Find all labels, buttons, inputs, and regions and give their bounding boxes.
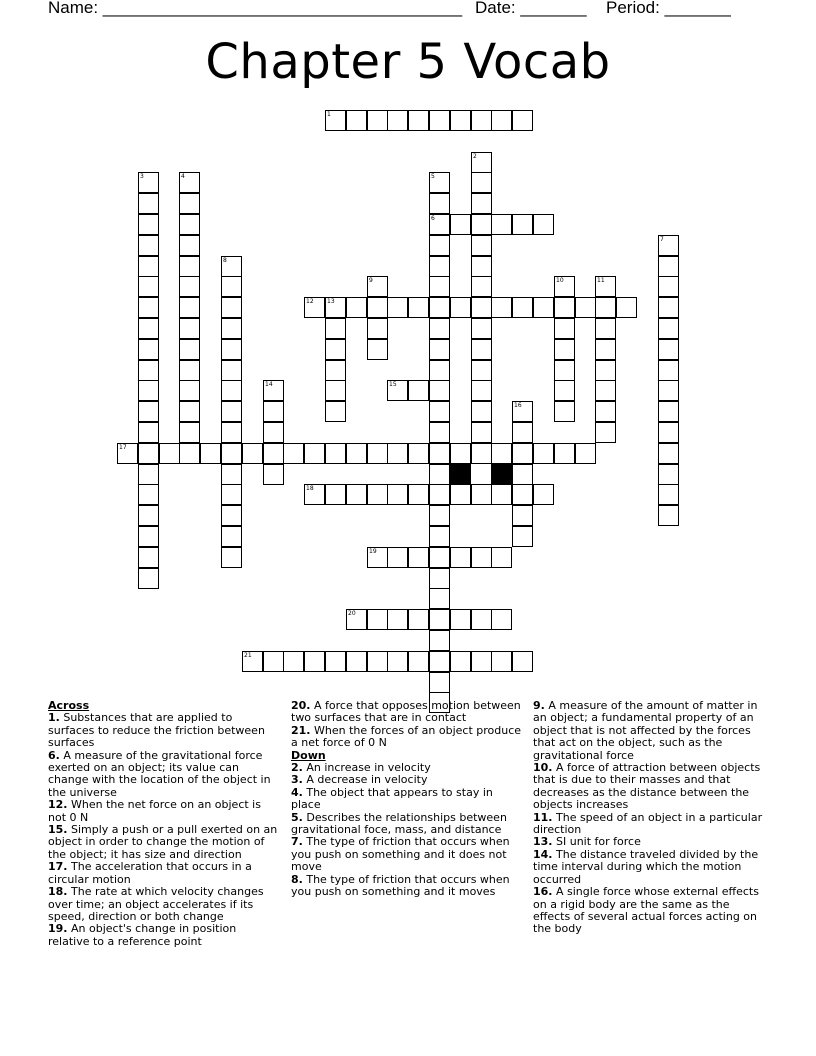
grid-cell[interactable] (221, 276, 242, 297)
grid-cell[interactable] (429, 526, 450, 547)
grid-cell[interactable] (471, 276, 492, 297)
grid-cell[interactable] (512, 651, 533, 672)
grid-cell[interactable] (367, 318, 388, 339)
grid-cell[interactable] (429, 297, 450, 318)
grid-cell[interactable] (491, 297, 512, 318)
grid-cell[interactable] (408, 484, 429, 505)
grid-cell[interactable] (304, 651, 325, 672)
grid-cell[interactable] (387, 297, 408, 318)
grid-cell[interactable] (429, 380, 450, 401)
clue-across-6: 6. A measure of the gravitational force exerted on an object; its value can change with the location of the object in the universe (48, 748, 271, 799)
grid-cell[interactable] (595, 380, 616, 401)
grid-cell[interactable] (471, 380, 492, 401)
grid-number-label: 10 (556, 277, 564, 284)
grid-cell[interactable] (512, 484, 533, 505)
grid-number-label: 3 (140, 173, 144, 180)
grid-cell[interactable] (179, 235, 200, 256)
clue-down-10: 10. A force of attraction between objects that is due to their masses and that decreases as the distance between the objects increases (533, 761, 761, 812)
grid-cell[interactable] (408, 380, 429, 401)
grid-cell[interactable] (512, 297, 533, 318)
grid-cell[interactable] (283, 651, 304, 672)
grid-cell[interactable] (658, 380, 679, 401)
grid-cell[interactable] (450, 214, 471, 235)
grid-cell[interactable] (263, 443, 284, 464)
grid-cell[interactable] (179, 380, 200, 401)
grid-cell[interactable] (138, 360, 159, 381)
grid-cell[interactable] (221, 505, 242, 526)
grid-cell[interactable] (533, 297, 554, 318)
grid-number-label: 1 (327, 111, 331, 118)
grid-cell[interactable] (471, 360, 492, 381)
grid-cell[interactable] (138, 526, 159, 547)
grid-cell[interactable] (429, 630, 450, 651)
grid-cell[interactable] (346, 651, 367, 672)
grid-cell[interactable] (367, 484, 388, 505)
grid-cell[interactable] (221, 422, 242, 443)
grid-cell[interactable] (408, 443, 429, 464)
grid-number-label: 17 (119, 444, 127, 451)
grid-number-label: 14 (265, 381, 273, 388)
clue-across-18: 18. The rate at which velocity changes over time; an object accelerates if its speed, direction or both change (48, 885, 264, 923)
grid-cell[interactable] (221, 360, 242, 381)
grid-cell[interactable] (429, 588, 450, 609)
grid-cell[interactable] (429, 193, 450, 214)
grid-cell[interactable] (367, 443, 388, 464)
grid-cell[interactable] (325, 443, 346, 464)
grid-number-label: 2 (473, 153, 477, 160)
clue-down-4: 4. The object that appears to stay in place (291, 785, 493, 812)
grid-cell[interactable] (450, 297, 471, 318)
grid-cell[interactable] (491, 443, 512, 464)
grid-cell[interactable] (429, 547, 450, 568)
grid-cell[interactable] (512, 505, 533, 526)
grid-cell[interactable] (429, 484, 450, 505)
grid-number-label: 18 (306, 485, 314, 492)
grid-cell[interactable] (533, 484, 554, 505)
grid-cell[interactable] (408, 297, 429, 318)
clue-down-7: 7. The type of friction that occurs when you push on something and it does not move (291, 835, 510, 874)
grid-cell[interactable] (658, 401, 679, 422)
grid-cell[interactable] (512, 443, 533, 464)
grid-cell[interactable] (138, 318, 159, 339)
clues-column-1 (48, 700, 280, 948)
grid-cell[interactable] (512, 526, 533, 547)
grid-cell[interactable] (325, 651, 346, 672)
grid-cell[interactable] (138, 235, 159, 256)
grid-cell[interactable] (408, 110, 429, 131)
grid-cell[interactable] (221, 484, 242, 505)
page-title: Chapter 5 Vocab (205, 34, 611, 90)
grid-cell[interactable] (221, 464, 242, 485)
grid-number-label: 13 (327, 298, 335, 305)
grid-cell[interactable] (450, 651, 471, 672)
grid-number-label: 6 (431, 215, 435, 222)
clue-down-13: 13. SI unit for force (533, 835, 641, 849)
grid-number-label: 19 (369, 548, 377, 555)
grid-cell[interactable] (429, 235, 450, 256)
grid-cell[interactable] (179, 193, 200, 214)
clue-across-1: 1. Substances that are applied to surfaces to reduce the friction between surfaces (48, 711, 265, 750)
grid-cell[interactable] (242, 443, 263, 464)
grid-cell[interactable] (595, 297, 616, 318)
grid-cell[interactable] (179, 401, 200, 422)
grid-cell[interactable] (429, 609, 450, 630)
grid-cell[interactable] (658, 443, 679, 464)
grid-cell[interactable] (221, 380, 242, 401)
grid-cell[interactable] (658, 505, 679, 526)
grid-cell[interactable] (429, 256, 450, 277)
grid-cell[interactable] (658, 339, 679, 360)
grid-number-label: 15 (389, 381, 397, 388)
grid-number-label: 9 (369, 277, 373, 284)
grid-cell[interactable] (471, 214, 492, 235)
grid-cell[interactable] (512, 110, 533, 131)
grid-cell[interactable] (325, 484, 346, 505)
grid-cell[interactable] (658, 464, 679, 485)
grid-cell[interactable] (658, 484, 679, 505)
grid-cell[interactable] (367, 339, 388, 360)
grid-cell[interactable] (429, 568, 450, 589)
grid-cell[interactable] (367, 651, 388, 672)
grid-cell[interactable] (512, 422, 533, 443)
grid-cell[interactable] (179, 443, 200, 464)
clue-down-9: 9. A measure of the amount of matter in an object; a fundamental property of an object that is not affected by the forces that act on the object, such as the gravitational force (533, 699, 758, 762)
grid-cell[interactable] (179, 318, 200, 339)
grid-cell[interactable] (471, 297, 492, 318)
grid-cell[interactable] (429, 422, 450, 443)
grid-cell[interactable] (575, 297, 596, 318)
grid-cell[interactable] (325, 401, 346, 422)
grid-cell[interactable] (512, 214, 533, 235)
grid-cell[interactable] (387, 547, 408, 568)
grid-cell[interactable] (450, 484, 471, 505)
grid-cell[interactable] (491, 214, 512, 235)
clue-across-17: 17. The acceleration that occurs in a circular motion (48, 860, 252, 886)
grid-cell[interactable] (221, 443, 242, 464)
grid-cell[interactable] (429, 672, 450, 693)
grid-cell[interactable] (595, 339, 616, 360)
grid-cell[interactable] (429, 464, 450, 485)
grid-cell[interactable] (387, 609, 408, 630)
grid-cell[interactable] (325, 360, 346, 381)
grid-cell[interactable] (138, 193, 159, 214)
grid-cell[interactable] (200, 443, 221, 464)
clue-down-16: 16. A single force whose external effects on a rigid body are the same as the effects of several actual forces acting on the body (533, 885, 759, 936)
grid-cell[interactable] (283, 443, 304, 464)
grid-cell[interactable] (221, 297, 242, 318)
grid-cell[interactable] (221, 526, 242, 547)
grid-cell[interactable] (138, 256, 159, 277)
grid-cell[interactable] (554, 401, 575, 422)
grid-cell[interactable] (450, 110, 471, 131)
grid-cell[interactable] (138, 422, 159, 443)
grid-cell[interactable] (138, 568, 159, 589)
grid-cell[interactable] (138, 464, 159, 485)
grid-cell[interactable] (429, 360, 450, 381)
grid-cell[interactable] (429, 276, 450, 297)
grid-cell[interactable] (471, 339, 492, 360)
grid-cell[interactable] (658, 422, 679, 443)
grid-cell[interactable] (221, 547, 242, 568)
grid-cell[interactable] (471, 235, 492, 256)
clue-across-21: 21. When the forces of an object produce a net force of 0 N (291, 723, 522, 750)
grid-number-label: 21 (244, 652, 252, 659)
grid-cell[interactable] (325, 339, 346, 360)
clue-across-12: 12. When the net force on an object is not 0 N (48, 798, 261, 824)
grid-cell[interactable] (491, 651, 512, 672)
grid-cell[interactable] (658, 297, 679, 318)
grid-cell[interactable] (471, 318, 492, 339)
grid-cell[interactable] (491, 484, 512, 505)
grid-number-label: 8 (223, 257, 227, 264)
grid-cell[interactable] (616, 297, 637, 318)
grid-cell[interactable] (471, 422, 492, 443)
grid-cell[interactable] (138, 484, 159, 505)
grid-cell[interactable] (533, 443, 554, 464)
grid-cell[interactable] (658, 360, 679, 381)
grid-cell[interactable] (554, 380, 575, 401)
grid-cell[interactable] (429, 651, 450, 672)
grid-cell[interactable] (221, 339, 242, 360)
grid-cell[interactable] (554, 297, 575, 318)
grid-cell[interactable] (367, 609, 388, 630)
grid-cell[interactable] (263, 422, 284, 443)
grid-cell[interactable] (325, 318, 346, 339)
clue-down-2: 2. An increase in velocity (291, 761, 431, 775)
grid-cell[interactable] (595, 318, 616, 339)
grid-cell[interactable] (387, 443, 408, 464)
grid-cell[interactable] (387, 484, 408, 505)
grid-cell[interactable] (491, 110, 512, 131)
grid-cell[interactable] (533, 214, 554, 235)
grid-number-label: 12 (306, 298, 314, 305)
clue-across-15: 15. Simply a push or a pull exerted on an object in order to change the motion of the object; it has size and direction (48, 823, 278, 861)
clue-across-20: 20. A force that opposes motion between two surfaces that are in contact (291, 699, 521, 725)
clue-down-8: 8. The type of friction that occurs when you push on something and it moves (291, 872, 510, 899)
grid-cell[interactable] (138, 297, 159, 318)
grid-cell[interactable] (408, 609, 429, 630)
grid-cell[interactable] (450, 443, 471, 464)
grid-cell[interactable] (221, 318, 242, 339)
grid-cell[interactable] (471, 401, 492, 422)
clue-down-3: 3. A decrease in velocity (291, 773, 428, 787)
grid-cell[interactable] (325, 380, 346, 401)
grid-cell[interactable] (159, 443, 180, 464)
grid-cell[interactable] (471, 484, 492, 505)
grid-cell[interactable] (471, 110, 492, 131)
grid-block (491, 464, 512, 485)
grid-cell[interactable] (429, 443, 450, 464)
grid-cell[interactable] (138, 276, 159, 297)
grid-number-label: 7 (660, 236, 664, 243)
grid-cell[interactable] (179, 276, 200, 297)
grid-number-label: 16 (514, 402, 522, 409)
grid-cell[interactable] (387, 110, 408, 131)
grid-cell[interactable] (263, 651, 284, 672)
grid-cell[interactable] (471, 651, 492, 672)
grid-cell[interactable] (138, 443, 159, 464)
grid-cell[interactable] (179, 360, 200, 381)
period-field-label[interactable]: Period: _______ (606, 0, 731, 17)
grid-cell[interactable] (429, 505, 450, 526)
date-field-label[interactable]: Date: _______ (475, 0, 587, 17)
grid-cell[interactable] (179, 256, 200, 277)
grid-cell[interactable] (179, 339, 200, 360)
grid-cell[interactable] (408, 651, 429, 672)
grid-cell[interactable] (491, 547, 512, 568)
grid-cell[interactable] (346, 484, 367, 505)
grid-cell[interactable] (512, 464, 533, 485)
grid-number-label: 20 (348, 610, 356, 617)
grid-number-label: 11 (597, 277, 605, 284)
grid-number-label: 4 (181, 173, 185, 180)
grid-cell[interactable] (595, 422, 616, 443)
grid-cell[interactable] (554, 443, 575, 464)
grid-cell[interactable] (595, 401, 616, 422)
grid-cell[interactable] (367, 110, 388, 131)
clue-across-19: 19. An object's change in position relative to a reference point (48, 922, 237, 948)
grid-number-label: 5 (431, 173, 435, 180)
grid-cell[interactable] (491, 609, 512, 630)
grid-cell[interactable] (471, 193, 492, 214)
grid-cell[interactable] (367, 297, 388, 318)
name-field-label[interactable]: Name: ______________________________________ (48, 0, 463, 17)
grid-cell[interactable] (138, 380, 159, 401)
grid-cell[interactable] (179, 422, 200, 443)
grid-cell[interactable] (408, 547, 429, 568)
grid-cell[interactable] (304, 443, 325, 464)
grid-cell[interactable] (471, 256, 492, 277)
grid-cell[interactable] (138, 401, 159, 422)
grid-cell[interactable] (471, 547, 492, 568)
grid-cell[interactable] (263, 401, 284, 422)
grid-cell[interactable] (346, 443, 367, 464)
across-heading: Across (48, 699, 90, 712)
down-heading: Down (291, 748, 326, 762)
grid-cell[interactable] (179, 297, 200, 318)
clues-column-2 (291, 700, 523, 899)
clue-down-5: 5. Describes the relationships between gravitational foce, mass, and distance (291, 810, 507, 837)
grid-cell[interactable] (595, 360, 616, 381)
grid-cell[interactable] (471, 443, 492, 464)
grid-cell[interactable] (429, 401, 450, 422)
grid-block (450, 464, 471, 485)
grid-cell[interactable] (346, 297, 367, 318)
grid-cell[interactable] (179, 214, 200, 235)
grid-cell[interactable] (471, 609, 492, 630)
grid-cell[interactable] (429, 339, 450, 360)
grid-cell[interactable] (554, 318, 575, 339)
grid-cell[interactable] (138, 547, 159, 568)
grid-cell[interactable] (429, 110, 450, 131)
grid-cell[interactable] (263, 464, 284, 485)
grid-cell[interactable] (138, 505, 159, 526)
clue-down-14: 14. The distance traveled divided by the time interval during which the motion occurred (533, 847, 759, 886)
grid-cell[interactable] (450, 609, 471, 630)
grid-cell[interactable] (554, 360, 575, 381)
grid-cell[interactable] (471, 172, 492, 193)
grid-cell[interactable] (575, 443, 596, 464)
grid-cell[interactable] (429, 318, 450, 339)
clues-column-3 (533, 700, 765, 936)
grid-cell[interactable] (658, 276, 679, 297)
grid-cell[interactable] (221, 401, 242, 422)
grid-cell[interactable] (554, 339, 575, 360)
grid-cell[interactable] (387, 651, 408, 672)
grid-cell[interactable] (450, 547, 471, 568)
grid-cell[interactable] (658, 256, 679, 277)
grid-cell[interactable] (346, 110, 367, 131)
grid-cell[interactable] (658, 318, 679, 339)
clue-down-11: 11. The speed of an object in a particular direction (533, 810, 763, 837)
grid-cell[interactable] (138, 214, 159, 235)
grid-cell[interactable] (138, 339, 159, 360)
